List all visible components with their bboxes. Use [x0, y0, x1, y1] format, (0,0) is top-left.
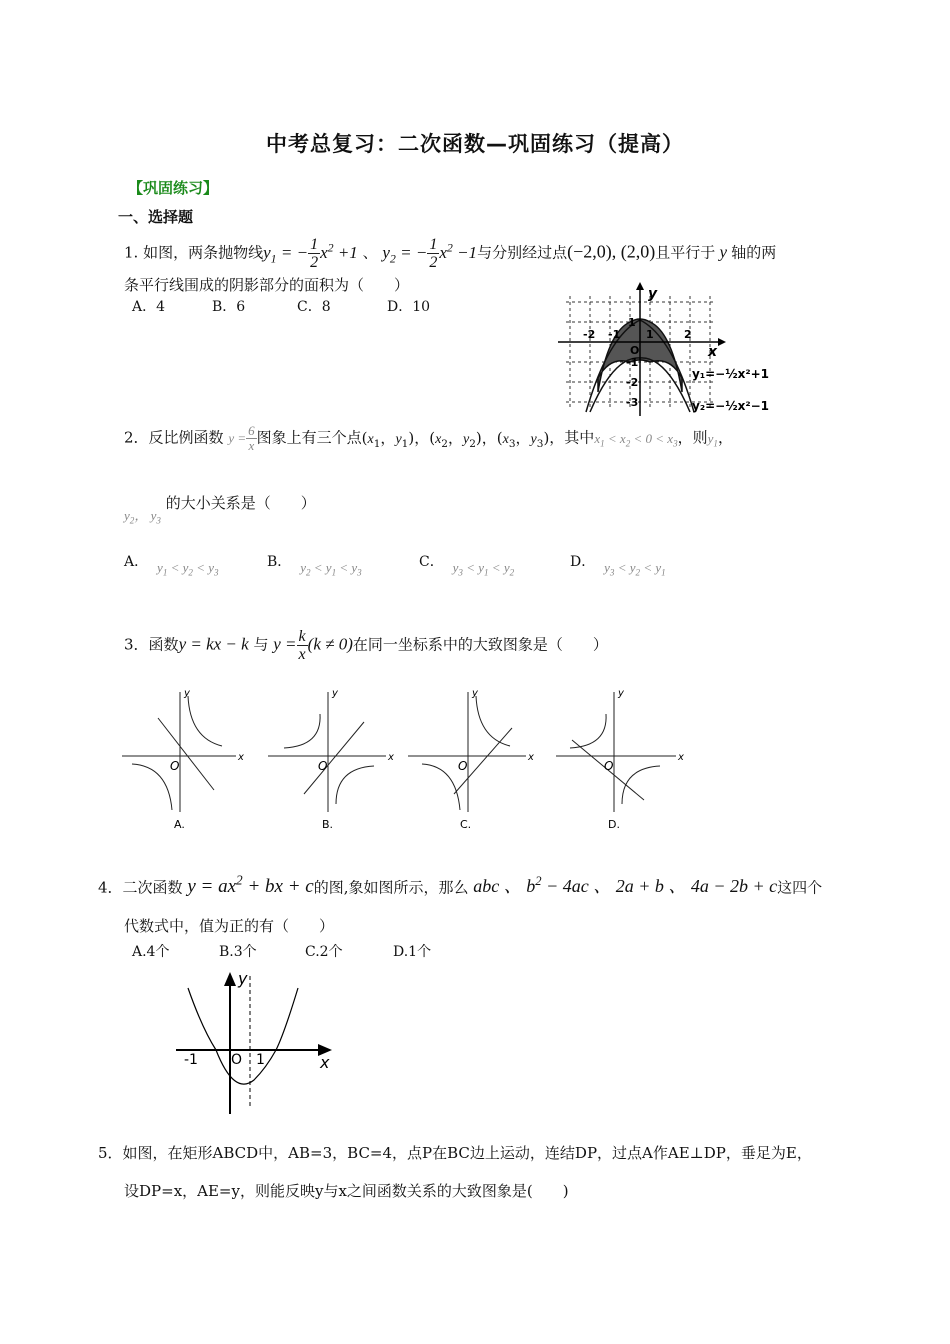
q3-c-origin: O: [458, 759, 468, 773]
q2-points: ($x_1$，$y_1$)，($x_2$，$y_2$)，($x_3$，$y_3$): [361, 428, 550, 450]
q3-graph-b: [268, 692, 386, 812]
q1-text-e: 轴的两: [731, 243, 777, 262]
q1-axis-y: y: [648, 286, 658, 302]
q2-line2: [124, 492, 316, 526]
q3-text-b: 与: [253, 635, 269, 654]
q1-y-var: y: [715, 242, 732, 262]
q1-option-c: C．8: [297, 299, 331, 315]
q4-origin: O: [231, 1052, 243, 1068]
q1-sep: 、: [362, 243, 378, 262]
q2-text-c: ，其中: [549, 428, 595, 447]
q2-option-a: A． $y_1 < y_2 < y_3$: [124, 554, 219, 578]
q4-option-b: B.3个: [219, 944, 257, 960]
q3-b-origin: O: [318, 759, 328, 773]
page-title: 中考总复习：二次函数—巩固练习（提高）: [266, 132, 684, 156]
q4-axis-x: x: [320, 1053, 330, 1072]
q4-tick-1: 1: [256, 1052, 265, 1068]
section-label: 【巩固练习】: [128, 179, 219, 197]
q1-frac2: $\frac{1}{2}$: [429, 236, 438, 272]
q3-label-c: C.: [460, 818, 472, 831]
q3-inverse: y =: [273, 634, 297, 654]
q4-option-a: A.4个: [132, 944, 170, 960]
q1-tick-neg2: -2: [583, 328, 596, 341]
q2-text-e: 的大小关系是（ ）: [165, 494, 316, 512]
q4-text-b: 的图,象如图所示，那么: [313, 878, 469, 897]
q4-parabola-figure: [172, 968, 340, 1118]
q5-line2: 设DP=x，AE=y，则能反映y与x之间函数关系的大致图象是( ): [124, 1182, 569, 1200]
q1-ytick-neg1: -1: [626, 356, 639, 369]
q3-a-axis-y: y: [184, 688, 190, 699]
q4-line2: 代数式中，值为正的有（ ）: [124, 917, 335, 935]
q1-option-b: B．6: [212, 299, 246, 315]
q3-text-c: 在同一坐标系中的大致图象是（ ）: [352, 635, 608, 654]
q4-text-c: 这四个: [777, 878, 823, 897]
q4-line1: [98, 870, 822, 898]
q1-eq1: $y_1$ = −: [263, 242, 309, 266]
subsection-label: 一、选择题: [118, 208, 194, 226]
q1-option-a: A．4: [132, 299, 166, 315]
q1-tick-1: 1: [646, 328, 654, 341]
q3-frac: $\frac{k}{x}$: [298, 628, 306, 663]
q3-label-b: B.: [322, 818, 334, 831]
q2-text-b: 图象上有三个点: [256, 428, 362, 447]
q2-function: y =: [228, 430, 247, 446]
q3-b-axis-x: x: [388, 752, 394, 763]
q3-line1: 3．函数y = kx − k 与 y = $\frac{k}{x}$ (k ≠ 0)在同一坐标系中的大致图象是（ ）: [124, 628, 608, 663]
q4-number: 4．: [98, 878, 123, 897]
q1-label-y2: y₂=−½x²−1: [692, 399, 770, 413]
q4-expressions: abc 、 $b^2 - 4ac$ 、 2a + b 、 4a − 2b + c: [473, 874, 778, 897]
q1-number: 1.: [124, 243, 139, 262]
q3-text-a: 函数: [148, 635, 179, 654]
q2-line1: 2．反比例函数 y = $\frac{6}{x}$ 图象上有三个点($x_1$，$y_1$)，($x_2$，$y_2$)，($x_3$，$y_3$)，其中$x_1 < x_2 < 0 < x_3$，则$y_1$，: [124, 423, 733, 453]
q1-ytick-neg3: -3: [626, 396, 639, 409]
q3-a-axis-x: x: [238, 752, 244, 763]
q2-frac: $\frac{6}{x}$: [248, 423, 255, 453]
q5-text-1: 如图，在矩形ABCD中，AB=3，BC=4，点P在BC边上运动，连结DP，过点A作AE⊥DP，垂足为E，: [122, 1144, 812, 1162]
q1-tick-neg1: -1: [608, 328, 621, 341]
q2-condition: $x_1 < x_2 < 0 < x_3$: [594, 430, 678, 449]
q1-option-d: D．10: [387, 299, 431, 315]
q3-c-axis-x: x: [528, 752, 534, 763]
q1-text-c: 与分别经过点: [477, 243, 568, 262]
q3-graphs: [118, 684, 688, 836]
q1-parabola-figure: [558, 282, 790, 416]
q3-a-origin: O: [170, 759, 180, 773]
q2-text-d: ，则: [677, 428, 708, 447]
q1-origin: O: [630, 344, 640, 357]
q4-text-a: 二次函数: [122, 878, 183, 897]
q1-ytick-neg2: -2: [626, 376, 639, 389]
q4-tick-neg1: -1: [184, 1052, 198, 1068]
q1-text-d: 且平行于: [655, 243, 716, 262]
q1-ytick-1: 1: [628, 316, 636, 329]
q2-text-a: 反比例函数: [148, 428, 224, 447]
q4-function: $y = ax^2$ + bx + c: [187, 873, 314, 898]
q1-line1: 1. 如图，两条抛物线$y_1$ = − $\frac{1}{2}$ $x^2 +1$ 、 $y_2$ = − $\frac{1}{2}$ $x^2 -1$与分别经过点(−2,0), (2,0)且平行于 y 轴的两: [124, 236, 777, 272]
q5-number: 5．: [98, 1144, 123, 1162]
q3-d-axis-x: x: [678, 752, 684, 763]
q2-number: 2．: [124, 428, 149, 447]
q2-y2y3: $y_2$， $y_3$: [124, 508, 161, 526]
q1-frac1: $\frac{1}{2}$: [310, 236, 319, 272]
q4-axis-y: y: [238, 969, 248, 988]
q2-y1: $y_1$: [707, 430, 718, 449]
q3-graph-a: [122, 692, 236, 812]
q3-linear: y = kx − k: [178, 634, 249, 654]
q3-c-axis-y: y: [472, 688, 478, 699]
q1-tick-2: 2: [684, 328, 692, 341]
q3-label-d: D.: [608, 818, 620, 831]
q1-line2: 条平行线围成的阴影部分的面积为（ ）: [124, 276, 410, 294]
q3-number: 3．: [124, 635, 149, 654]
q3-label-a: A.: [174, 818, 185, 831]
q4-option-d: D.1个: [393, 944, 432, 960]
q2-option-c: C． $y_3 < y_1 < y_2$: [419, 554, 515, 578]
q1-points: (−2,0), (2,0): [567, 241, 656, 262]
q3-graph-d: [556, 692, 676, 812]
q4-option-c: C.2个: [305, 944, 343, 960]
q1-text: 如图，两条抛物线: [143, 243, 264, 262]
q3-graph-c: [408, 692, 526, 812]
q1-axis-x: x: [708, 344, 718, 360]
q1-label-y1: y₁=−½x²+1: [692, 367, 770, 381]
q3-b-axis-y: y: [332, 688, 338, 699]
q3-d-axis-y: y: [618, 688, 624, 699]
q2-option-b: B． $y_2 < y_1 < y_3$: [267, 554, 362, 578]
q1-eq2: $y_2$ = −: [382, 242, 428, 266]
q3-d-origin: O: [604, 759, 614, 773]
q5-line1: [98, 1142, 812, 1164]
q2-option-d: D． $y_3 < y_2 < y_1$: [570, 554, 666, 578]
